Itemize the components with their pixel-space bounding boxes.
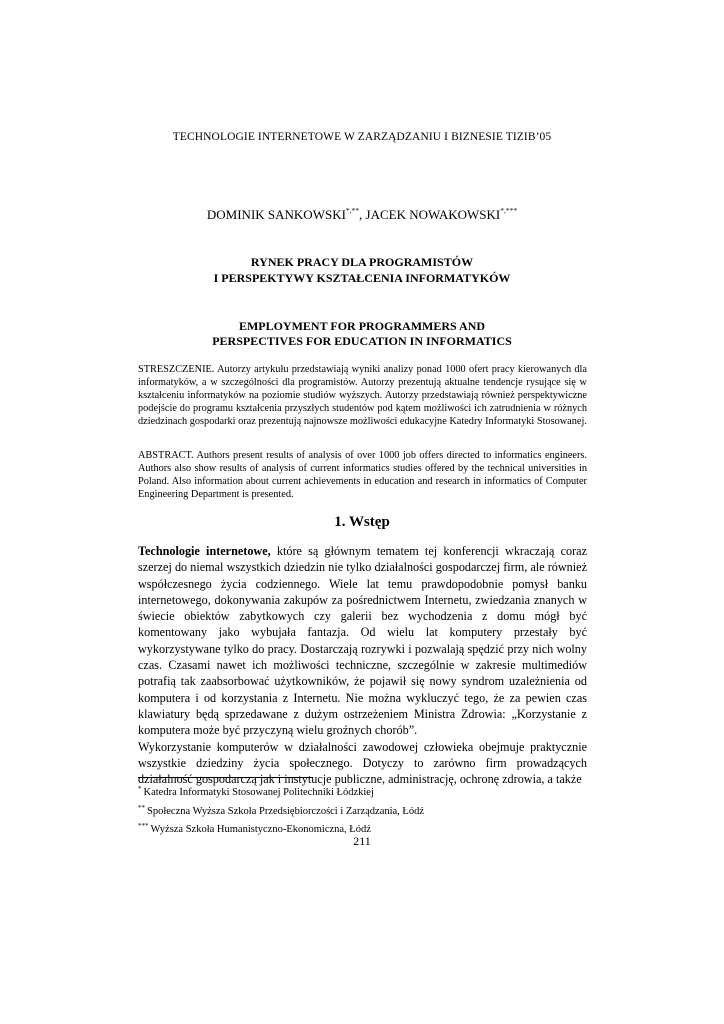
title-polish-line: RYNEK PRACY DLA PROGRAMISTÓW <box>250 255 474 269</box>
footnote-divider <box>138 777 313 778</box>
paragraph-lead: Technologie internetowe, <box>138 544 271 558</box>
paragraph: Wykorzystanie komputerów w działalności zawodowej człowieka obejmuje praktycznie wszystkie dziedziny życia społecznego. Dotyczy to zarówno firm prowadzących działalność gospodarczą jak i instytucje publiczne, administrację, ochronę zdrowia, a także <box>138 739 587 787</box>
footnote-text: Katedra Informatyki Stosowanej Politechniki Łódzkiej <box>143 787 374 798</box>
footnote-text: Społeczna Wyższa Szkoła Przedsiębiorczości i Zarządzania, Łódź <box>147 805 425 817</box>
title-polish <box>0 254 724 286</box>
title-english-line: PERSPECTIVES FOR EDUCATION IN INFORMATICS <box>212 334 512 348</box>
running-header: TECHNOLOGIE INTERNETOWE W ZARZĄDZANIU I BIZNESIE TIZIB’05 <box>172 131 552 143</box>
title-polish-line: I PERSPEKTYWY KSZTAŁCENIA INFORMATYKÓW <box>213 271 511 285</box>
body-text <box>138 543 587 787</box>
footnote <box>138 782 424 801</box>
footnote <box>138 801 424 820</box>
page-number: 211 <box>353 834 371 848</box>
author-affiliation-marks: *,*** <box>500 206 518 215</box>
footnote-mark: * <box>138 785 142 793</box>
author-name: JACEK NOWAKOWSKI <box>365 207 501 222</box>
footnote-mark: *** <box>138 822 149 830</box>
footnotes <box>138 782 424 838</box>
title-english <box>0 319 724 349</box>
title-english-line: EMPLOYMENT FOR PROGRAMMERS AND <box>238 319 486 333</box>
author-line <box>0 206 724 223</box>
author-name: DOMINIK SANKOWSKI <box>206 207 346 222</box>
author-affiliation-marks: *,** <box>345 206 360 215</box>
abstract-english: ABSTRACT. Authors present results of analysis of over 1000 job offers directed to informatics engineers. Authors also show results of analysis of current informatics studies offered by the technical universities in Poland. Also information about current achievements in education and research in informatics of Computer Engineering Department is presented. <box>138 450 587 501</box>
abstract-polish: STRESZCZENIE. Autorzy artykułu przedstawiają wyniki analizy ponad 1000 ofert pracy kierowanych dla informatyków, a w szczególności dla programistów. Autorzy prezentują aktualne tendencje rysujące się w kształceniu informatyków na poziomie studiów wyższych. Autorzy przedstawiają również perspektywiczne podejście do programu kształcenia przyszłych studentów pod kątem możliwości ich zatrudnienia w różnych dziedzinach gospodarki oraz prezentują najnowsze możliwości edukacyjne Katedry Informatyki Stosowanej. <box>138 364 587 428</box>
section-heading: 1. Wstęp <box>334 514 390 530</box>
author-separator: , <box>359 207 366 222</box>
footnote-text: Wyższa Szkoła Humanistyczno-Ekonomiczna, Łódź <box>150 824 371 835</box>
paragraph-text: które są głównym tematem tej konferencji wkraczają coraz szerzej do niemal wszystkich dziedzin nie tylko działalności gospodarczej firm, ale również współczesnego życia codziennego. Wiele lat temu prawdopodobnie pomysł banku internetowego, dokonywania zakupów za pośrednictwem Internetu, zwiedzania znanych w świecie obiektów zabytkowych czy galerii bez wychodzenia z domu mógł być komentowany jako wybujała fantazja. Od wielu lat komputery przestały być wykorzystywane tylko do pracy. Dostarczają rozrywki i pozwalają spędzić przy nich wolny czas. Czasami nawet ich możliwości techniczne, szczególnie w zakresie multimediów potrafią tak zaabsorbować użytkowników, że pojawił się nowy syndrom uzależnienia od komputera i od korzystania z Internetu. Nie można wykluczyć tego, że za pewien czas klawiatury będą sprzedawane z dużym ostrzeżeniem Ministra Zdrowia: „Korzystanie z komputera może być przyczyną wielu groźnych chorób”. <box>138 544 587 738</box>
footnote-mark: ** <box>138 803 145 812</box>
paragraph <box>138 543 587 739</box>
